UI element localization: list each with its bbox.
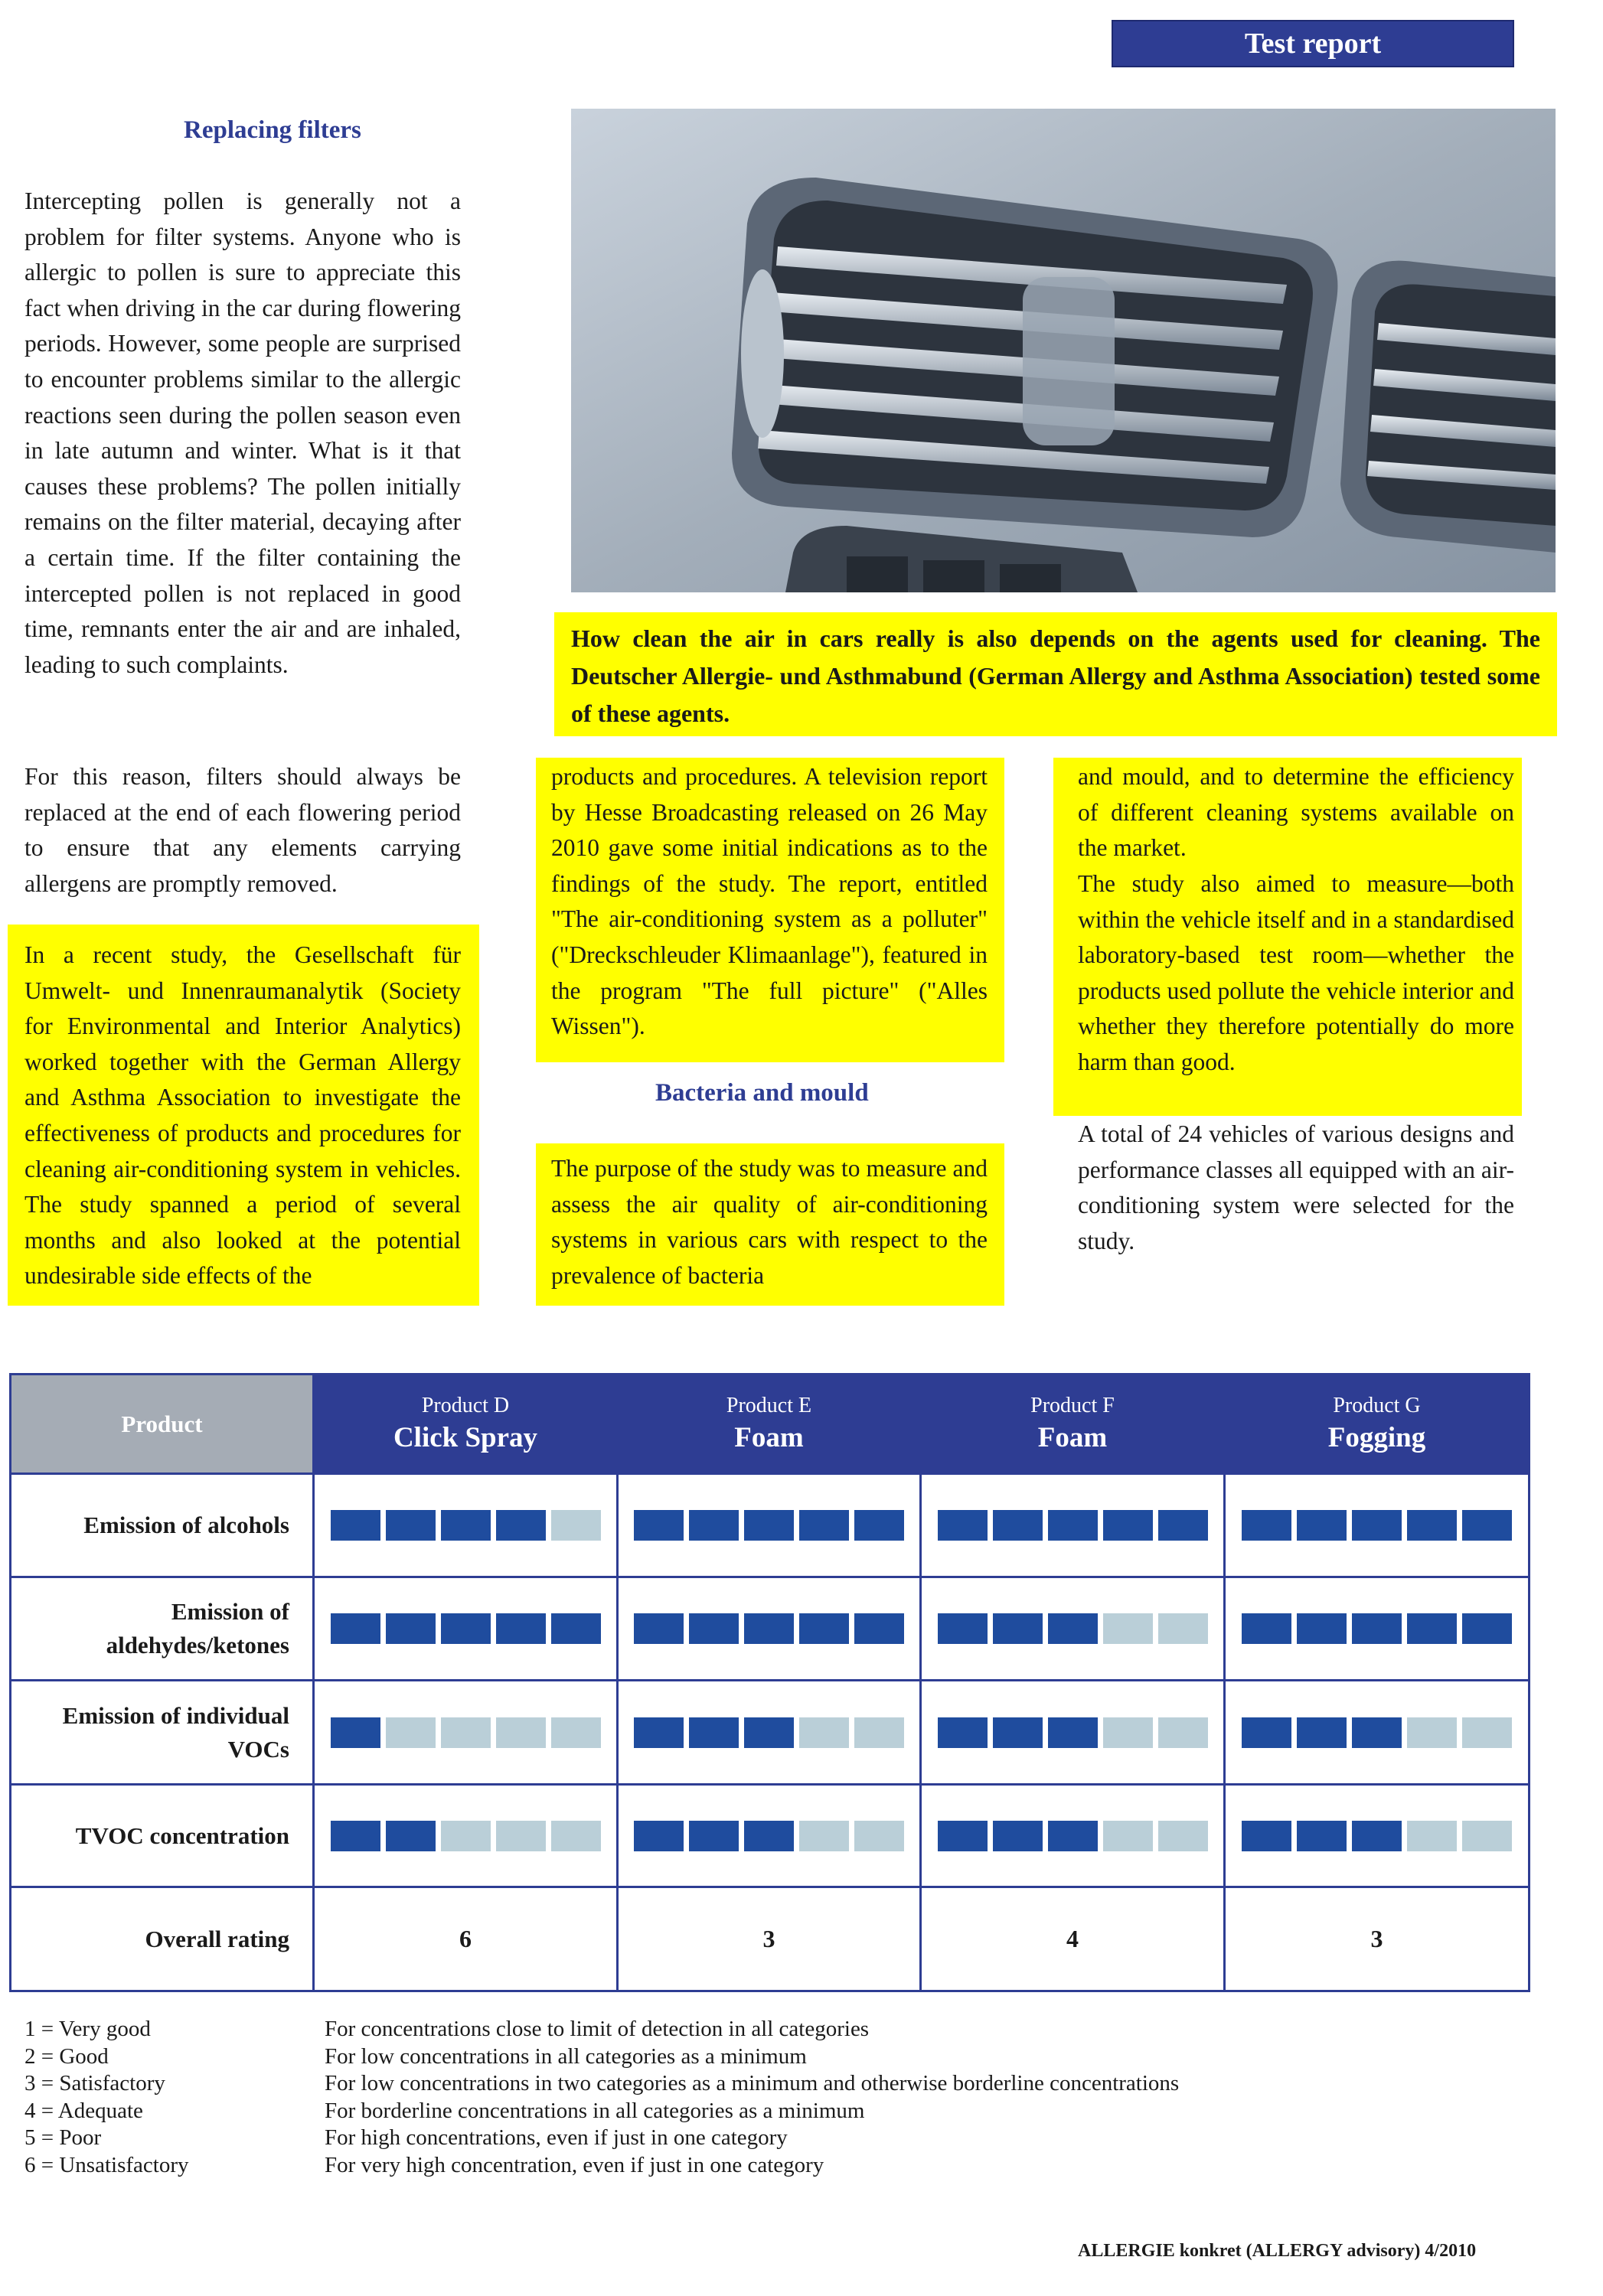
rating-square-filled bbox=[744, 1717, 794, 1748]
rating-square-empty bbox=[496, 1821, 546, 1851]
rating-square-filled bbox=[1297, 1613, 1347, 1644]
rating-square-filled bbox=[1352, 1510, 1402, 1541]
rating-bar bbox=[1242, 1510, 1512, 1541]
overall-score: 3 bbox=[618, 1887, 921, 1991]
overall-score: 3 bbox=[1225, 1887, 1530, 1991]
rating-cell bbox=[314, 1785, 618, 1887]
legend-grade: 6 = Unsatisfactory bbox=[24, 2152, 189, 2177]
rating-bar bbox=[1242, 1821, 1512, 1851]
legend-description: For very high concentration, even if just in one category bbox=[325, 2152, 824, 2177]
rating-cell bbox=[618, 1577, 921, 1681]
product-name: Product D bbox=[421, 1394, 510, 1417]
rating-square-filled bbox=[441, 1613, 491, 1644]
rating-square-filled bbox=[799, 1510, 849, 1541]
table-row bbox=[11, 1577, 1530, 1681]
legend-grade: 4 = Adequate bbox=[24, 2098, 143, 2123]
rating-square-filled bbox=[331, 1613, 380, 1644]
rating-cell bbox=[618, 1785, 921, 1887]
rating-square-empty bbox=[799, 1821, 849, 1851]
heading-bacteria-and-mould: Bacteria and mould bbox=[655, 1079, 869, 1107]
rating-square-empty bbox=[1103, 1821, 1153, 1851]
col1-paragraph-3: In a recent study, the Gesellschaft für Umwelt- und Innenraumanalytik (Society for Environmental and Interior Analytics) worked together with the German Allergy and Asthma Association to investigate the effectiveness of products and procedures for cleaning air-conditioning system in vehicles. The study spanned a period of several months and also looked at the potential undesirable side effects of the bbox=[24, 941, 461, 1290]
rating-square-empty bbox=[1462, 1821, 1512, 1851]
legend-grade: 1 = Very good bbox=[24, 2017, 151, 2041]
rating-square-empty bbox=[1158, 1613, 1208, 1644]
rating-square-empty bbox=[551, 1510, 601, 1541]
product-name: Product E bbox=[726, 1394, 812, 1417]
legend-grade: 2 = Good bbox=[24, 2043, 109, 2069]
rating-square-filled bbox=[993, 1510, 1043, 1541]
legend-description: For borderline concentrations in all categories as a minimum bbox=[325, 2098, 865, 2123]
rating-bar bbox=[1242, 1613, 1512, 1644]
rating-square-filled bbox=[1352, 1717, 1402, 1748]
rating-square-filled bbox=[993, 1613, 1043, 1644]
product-name: Product F bbox=[1030, 1394, 1115, 1417]
rating-square-filled bbox=[938, 1613, 988, 1644]
product-method: Fogging bbox=[1327, 1422, 1426, 1453]
overall-rating-row bbox=[11, 1887, 1530, 1991]
rating-square-filled bbox=[1158, 1510, 1208, 1541]
product-header bbox=[1225, 1375, 1530, 1474]
rating-square-filled bbox=[1242, 1821, 1291, 1851]
col3-paragraph-2: The study also aimed to measure—both within the vehicle itself and in a standardised laboratory-based test room—whether the products used pollute the vehicle interior and whether they therefore potentially do more harm than good. bbox=[1078, 870, 1514, 1075]
rating-bar bbox=[331, 1510, 601, 1541]
rating-square-filled bbox=[331, 1717, 380, 1748]
col2-paragraph-1: products and procedures. A television report by Hesse Broadcasting released on 26 May 2010 gave some initial indications as to the findings of the study. The report, entitled "The air-conditioning system as a polluter" ("Dreckschleuder Klimaanlage"), featured in the program "The full picture" ("Alles Wissen"). bbox=[551, 763, 988, 1040]
row-label: TVOC concentration bbox=[11, 1785, 314, 1887]
rating-square-filled bbox=[854, 1613, 904, 1644]
rating-square-empty bbox=[1158, 1717, 1208, 1748]
rating-bar bbox=[634, 1717, 904, 1748]
rating-bar bbox=[938, 1717, 1208, 1748]
rating-square-empty bbox=[496, 1717, 546, 1748]
rating-square-filled bbox=[1242, 1510, 1291, 1541]
table-row bbox=[11, 1785, 1530, 1887]
rating-square-filled bbox=[386, 1613, 436, 1644]
rating-square-filled bbox=[689, 1821, 739, 1851]
rating-cell bbox=[314, 1681, 618, 1785]
rating-table-body bbox=[11, 1474, 1530, 1991]
row-label: Emission of alcohols bbox=[11, 1474, 314, 1577]
rating-square-filled bbox=[441, 1510, 491, 1541]
overall-score: 4 bbox=[921, 1887, 1225, 1991]
rating-square-filled bbox=[1242, 1613, 1291, 1644]
heading-replacing-filters: Replacing filters bbox=[184, 116, 361, 144]
rating-square-filled bbox=[1048, 1613, 1098, 1644]
rating-cell bbox=[921, 1474, 1225, 1577]
rating-square-empty bbox=[441, 1821, 491, 1851]
rating-square-filled bbox=[938, 1510, 988, 1541]
rating-square-filled bbox=[634, 1613, 684, 1644]
product-header bbox=[921, 1375, 1225, 1474]
legend-grade: 3 = Satisfactory bbox=[24, 2071, 165, 2095]
rating-bar bbox=[634, 1821, 904, 1851]
product-method: Foam bbox=[734, 1422, 804, 1453]
product-header bbox=[618, 1375, 921, 1474]
rating-square-empty bbox=[1158, 1821, 1208, 1851]
legend-description: For low concentrations in two categories as a minimum and otherwise borderline concentrations bbox=[325, 2071, 1180, 2095]
car-air-vent-photo bbox=[571, 109, 1556, 592]
rating-bar bbox=[938, 1510, 1208, 1541]
rating-square-empty bbox=[551, 1717, 601, 1748]
col1-paragraph-2: For this reason, filters should always be replaced at the end of each flowering period to ensure that any elements carrying allergens are promptly removed. bbox=[24, 763, 461, 897]
rating-square-filled bbox=[1297, 1821, 1347, 1851]
rating-square-filled bbox=[854, 1510, 904, 1541]
rating-cell bbox=[314, 1474, 618, 1577]
rating-square-empty bbox=[1407, 1821, 1457, 1851]
legend-grade: 5 = Poor bbox=[24, 2125, 102, 2150]
rating-bar bbox=[331, 1821, 601, 1851]
rating-square-filled bbox=[1462, 1613, 1512, 1644]
rating-square-filled bbox=[331, 1821, 380, 1851]
rating-square-filled bbox=[1048, 1717, 1098, 1748]
rating-square-filled bbox=[689, 1613, 739, 1644]
rating-cell bbox=[314, 1577, 618, 1681]
rating-square-filled bbox=[1242, 1717, 1291, 1748]
rating-square-filled bbox=[634, 1717, 684, 1748]
overall-score: 6 bbox=[314, 1887, 618, 1991]
page-footer: ALLERGIE konkret (ALLERGY advisory) 4/2010 bbox=[1078, 2241, 1477, 2261]
rating-bar bbox=[331, 1717, 601, 1748]
rating-cell bbox=[921, 1785, 1225, 1887]
rating-square-filled bbox=[551, 1613, 601, 1644]
rating-square-empty bbox=[854, 1821, 904, 1851]
rating-bar bbox=[1242, 1717, 1512, 1748]
rating-square-filled bbox=[1297, 1510, 1347, 1541]
photo-caption: How clean the air in cars really is also depends on the agents used for cleaning. The Deutscher Allergie- und Asthmabund (German Allergy and Asthma Association) tested some of these agents. bbox=[554, 612, 1557, 736]
rating-bar bbox=[634, 1510, 904, 1541]
legend-grades bbox=[24, 2016, 315, 2179]
rating-square-filled bbox=[938, 1821, 988, 1851]
rating-square-filled bbox=[1103, 1510, 1153, 1541]
rating-square-filled bbox=[1352, 1821, 1402, 1851]
legend-description: For concentrations close to limit of detection in all categories bbox=[325, 2017, 870, 2041]
rating-cell bbox=[1225, 1474, 1530, 1577]
rating-square-filled bbox=[634, 1510, 684, 1541]
rating-square-empty bbox=[386, 1717, 436, 1748]
rating-square-filled bbox=[799, 1613, 849, 1644]
product-name: Product G bbox=[1333, 1394, 1421, 1417]
rating-square-filled bbox=[496, 1613, 546, 1644]
rating-cell bbox=[618, 1474, 921, 1577]
rating-square-filled bbox=[1407, 1510, 1457, 1541]
rating-square-filled bbox=[689, 1717, 739, 1748]
rating-square-filled bbox=[634, 1821, 684, 1851]
rating-bar bbox=[938, 1821, 1208, 1851]
product-header bbox=[314, 1375, 618, 1474]
rating-square-filled bbox=[1297, 1717, 1347, 1748]
rating-square-empty bbox=[551, 1821, 601, 1851]
rating-square-filled bbox=[386, 1821, 436, 1851]
rating-square-empty bbox=[1407, 1717, 1457, 1748]
rating-square-empty bbox=[1462, 1717, 1512, 1748]
rating-cell bbox=[921, 1681, 1225, 1785]
col3-paragraph-1: and mould, and to determine the efficiency of different cleaning systems available on the market. bbox=[1078, 763, 1514, 862]
legend-description: For low concentrations in all categories as a minimum bbox=[325, 2043, 807, 2069]
rating-bar bbox=[634, 1613, 904, 1644]
product-method: Click Spray bbox=[393, 1422, 538, 1453]
rating-table bbox=[9, 1373, 1530, 1992]
rating-square-filled bbox=[1462, 1510, 1512, 1541]
rating-square-filled bbox=[744, 1821, 794, 1851]
rating-square-empty bbox=[1103, 1717, 1153, 1748]
legend-description: For high concentrations, even if just in one category bbox=[325, 2125, 788, 2150]
legend-descriptions bbox=[325, 2016, 1580, 2179]
table-header-row bbox=[11, 1375, 1530, 1474]
rating-cell bbox=[618, 1681, 921, 1785]
product-column-header: Product bbox=[11, 1375, 314, 1474]
rating-square-filled bbox=[1352, 1613, 1402, 1644]
rating-square-filled bbox=[386, 1510, 436, 1541]
row-label: Emission of aldehydes/ketones bbox=[11, 1577, 314, 1681]
rating-cell bbox=[1225, 1577, 1530, 1681]
rating-square-empty bbox=[1103, 1613, 1153, 1644]
rating-bar bbox=[331, 1613, 601, 1644]
rating-square-filled bbox=[496, 1510, 546, 1541]
product-method: Foam bbox=[1037, 1422, 1108, 1453]
rating-square-filled bbox=[744, 1510, 794, 1541]
row-label: Overall rating bbox=[11, 1887, 314, 1991]
section-tab: Test report bbox=[1112, 20, 1514, 67]
rating-cell bbox=[921, 1577, 1225, 1681]
col3-paragraph-3: A total of 24 vehicles of various designs and performance classes all equipped with an air-conditioning system were selected for the study. bbox=[1078, 1120, 1514, 1254]
table-row bbox=[11, 1681, 1530, 1785]
rating-cell bbox=[1225, 1681, 1530, 1785]
rating-bar bbox=[938, 1613, 1208, 1644]
rating-square-empty bbox=[854, 1717, 904, 1748]
rating-square-filled bbox=[689, 1510, 739, 1541]
col1-paragraph-1: Intercepting pollen is generally not a problem for filter systems. Anyone who is allergic to pollen is sure to appreciate this fact when driving in the car during flowering periods. However, some people are surprised to encounter problems similar to the allergic reactions seen during the pollen season even in late autumn and winter. What is it that causes these problems? The pollen initially remains on the filter material, decaying after a certain time. If the filter containing the intercepted pollen is not replaced in good time, remnants enter the air and are inhaled, leading to such complaints. bbox=[24, 188, 461, 678]
col2-paragraph-2: The purpose of the study was to measure and assess the air quality of air-conditioning systems in various cars with respect to the prevalence of bacteria bbox=[551, 1155, 988, 1289]
rating-square-empty bbox=[441, 1717, 491, 1748]
table-row bbox=[11, 1474, 1530, 1577]
rating-square-filled bbox=[1407, 1613, 1457, 1644]
rating-square-filled bbox=[331, 1510, 380, 1541]
rating-square-filled bbox=[993, 1717, 1043, 1748]
rating-square-filled bbox=[1048, 1510, 1098, 1541]
row-label: Emission of individual VOCs bbox=[11, 1681, 314, 1785]
rating-square-filled bbox=[1048, 1821, 1098, 1851]
rating-cell bbox=[1225, 1785, 1530, 1887]
rating-square-filled bbox=[938, 1717, 988, 1748]
rating-square-filled bbox=[993, 1821, 1043, 1851]
rating-square-empty bbox=[799, 1717, 849, 1748]
rating-square-filled bbox=[744, 1613, 794, 1644]
